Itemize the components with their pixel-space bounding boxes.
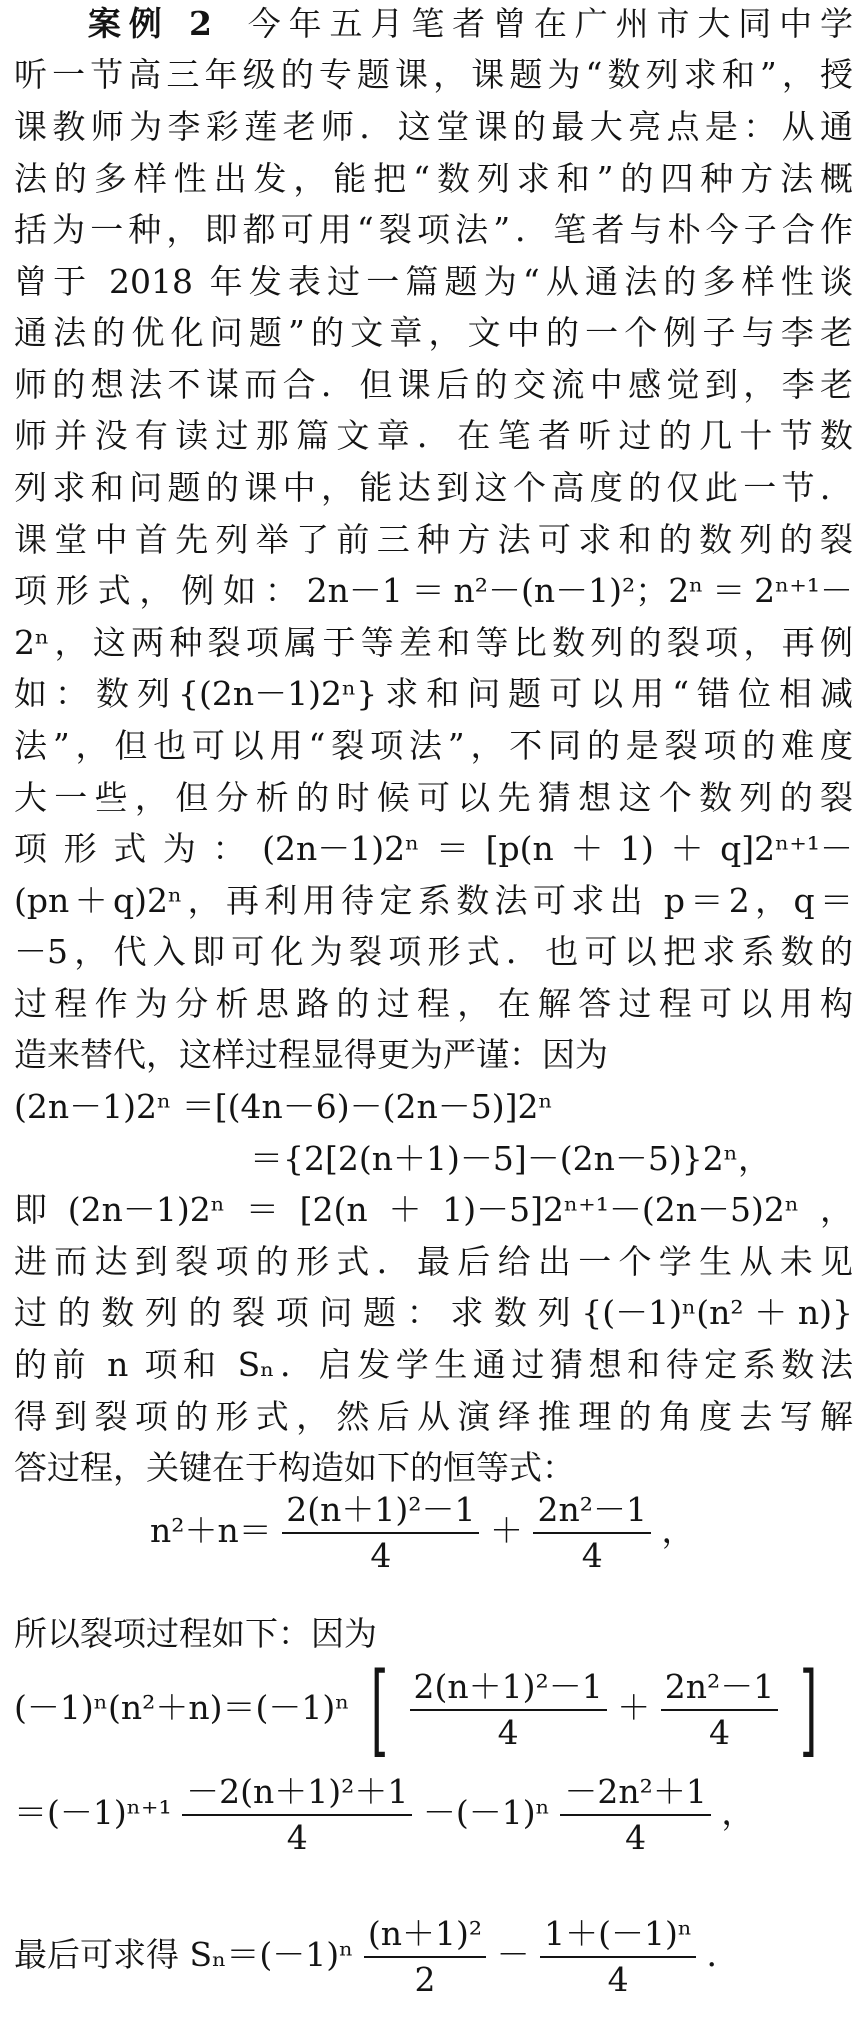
- result-equation: 最后可求得 Sₙ＝(－1)ⁿ $\frac{\text{(n＋1)²}}{2}$ － $\frac{\text{1＋(－1)ⁿ}}{4}$ ．: [14, 1912, 740, 2002]
- split-equation: ＝(－1)ⁿ⁺¹ $\frac{\text{－2(n＋1)²＋1}}{4}$ －(－1)ⁿ $\frac{\text{－2n²＋1}}{4}$ ，: [14, 1770, 754, 1860]
- paragraph-line-24: 的前 n 项和 Sₙ．启发学生通过猜想和待定系数法: [14, 1345, 853, 1384]
- paragraph-line-25: 得到裂项的形式，然后从演绎推理的角度去写解: [14, 1397, 853, 1436]
- paragraph-line-5: 括为一种，即都可用“裂项法”．笔者与朴今子合作: [14, 210, 853, 249]
- right-bracket: ]: [799, 1651, 818, 1768]
- paragraph-line-20: 过程作为分析思路的过程，在解答过程可以用构: [14, 984, 853, 1023]
- paragraph-line-6: 曾于 2018 年发表过一篇题为“从通法的多样性谈: [14, 262, 853, 301]
- paragraph-line-1: 案例 2 今年五月笔者曾在广州市大同中学: [80, 4, 854, 43]
- paragraph-line-15: 法”，但也可以用“裂项法”，不同的是裂项的难度: [14, 726, 853, 765]
- paragraph-line-7: 通法的优化问题”的文章，文中的一个例子与李老: [14, 313, 853, 352]
- paragraph-line-10: 列求和问题的课中，能达到这个高度的仅此一节．: [14, 468, 853, 507]
- fraction: $\frac{\text{1＋(－1)ⁿ}}{4}$: [540, 1912, 696, 2002]
- case-label: 案例 2: [80, 4, 212, 43]
- paragraph-line-21: 造来替代，这样过程显得更为严谨：因为: [14, 1035, 608, 1074]
- fraction: $\frac{\text{2(n＋1)²－1}}{4}$: [410, 1665, 607, 1755]
- fraction: $\frac{\text{2n²－1}}{4}$: [661, 1665, 778, 1755]
- paragraph-line-22: 进而达到裂项的形式．最后给出一个学生从未见: [14, 1242, 853, 1281]
- fraction: $\frac{\text{2(n＋1)²－1}}{4}$: [282, 1488, 479, 1578]
- paragraph-line-3: 课教师为李彩莲老师．这堂课的最大亮点是：从通: [14, 107, 853, 146]
- paragraph-line-11: 课堂中首先列举了前三种方法可求和的数列的裂: [14, 520, 853, 559]
- equation-line-c: 即(2n－1)2ⁿ＝[2(n＋1)－5]2ⁿ⁺¹－(2n－5)2ⁿ，: [14, 1190, 853, 1229]
- fraction: $\frac{\text{(n＋1)²}}{2}$: [364, 1912, 486, 2002]
- paragraph-line-17: 项形式为：(2n－1)2ⁿ＝[p(n＋1)＋q]2ⁿ⁺¹－: [14, 829, 853, 868]
- left-bracket: [: [370, 1651, 389, 1768]
- fraction: $\frac{\text{－2(n＋1)²＋1}}{4}$: [182, 1770, 412, 1860]
- equation-line-b: ＝{2[2(n＋1)－5]－(2n－5)}2ⁿ，: [250, 1139, 771, 1178]
- paragraph-line-18: (pn＋q)2ⁿ，再利用待定系数法可求出 p＝2，q＝: [14, 881, 853, 920]
- equation-line-a: (2n－1)2ⁿ ＝[(4n－6)－(2n－5)]2ⁿ: [14, 1087, 553, 1126]
- paragraph-line-13: 2ⁿ，这两种裂项属于等差和等比数列的裂项，再例: [14, 623, 853, 662]
- identity-equation: n²＋n＝ $\frac{\text{2(n＋1)²－1}}{4}$ ＋ $\frac{\text{2n²－1}}{4}$ ，: [150, 1488, 694, 1578]
- expansion-equation: (－1)ⁿ(n²＋n)＝(－1)ⁿ [ $\frac{\text{2(n＋1)²－1}}{4}$ ＋ $\frac{\text{2n²－1}}{4}$ ]: [14, 1651, 818, 1768]
- paragraph-line-8: 师的想法不谋而合．但课后的交流中感觉到，李老: [14, 365, 853, 404]
- paragraph-line-26: 答过程，关键在于构造如下的恒等式：: [14, 1448, 575, 1487]
- paragraph-line-14: 如：数列{(2n－1)2ⁿ}求和问题可以用“错位相减: [14, 674, 853, 713]
- paragraph-line-16: 大一些，但分析的时候可以先猜想这个数列的裂: [14, 778, 853, 817]
- paragraph-line-4: 法的多样性出发，能把“数列求和”的四种方法概: [14, 159, 853, 198]
- paragraph-line-27: 所以裂项过程如下：因为: [14, 1614, 377, 1653]
- fraction: $\frac{\text{－2n²＋1}}{4}$: [560, 1770, 710, 1860]
- paragraph-line-12: 项形式，例如：2n－1＝n²－(n－1)²；2ⁿ＝2ⁿ⁺¹－: [14, 571, 853, 610]
- paragraph-line-2: 听一节高三年级的专题课，课题为“数列求和”，授: [14, 55, 853, 94]
- paragraph-line-9: 师并没有读过那篇文章．在笔者听过的几十节数: [14, 416, 853, 455]
- paragraph-line-23: 过的数列的裂项问题：求数列{(－1)ⁿ(n²＋n)}: [14, 1293, 853, 1332]
- fraction: $\frac{\text{2n²－1}}{4}$: [533, 1488, 650, 1578]
- paragraph-line-19: －5，代入即可化为裂项形式．也可以把求系数的: [14, 932, 853, 971]
